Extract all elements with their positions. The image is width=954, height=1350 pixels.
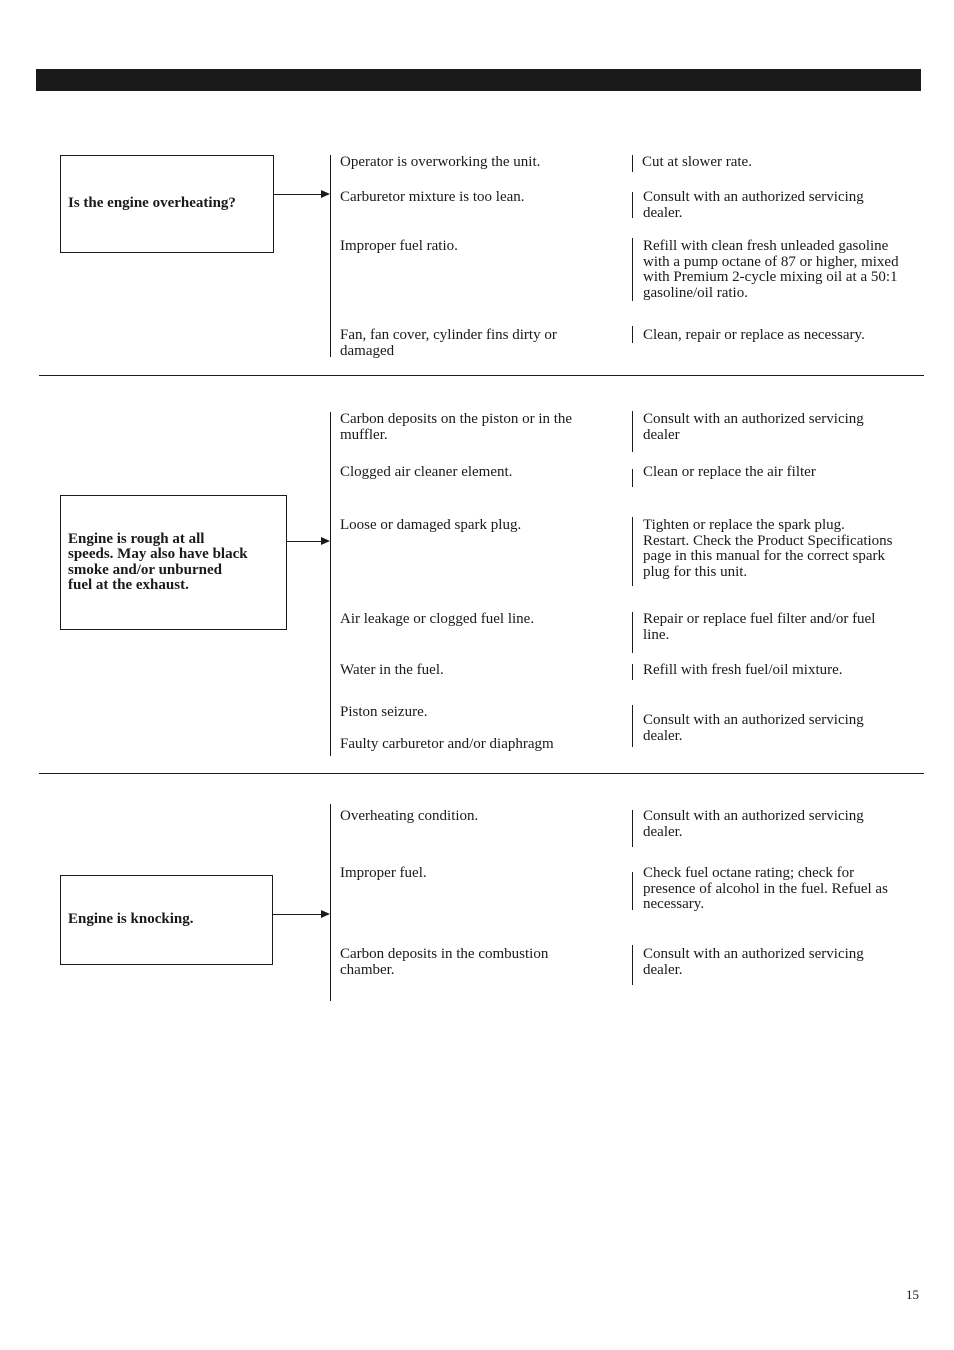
remedy-text: Refill with fresh fuel/oil mixture.	[643, 662, 843, 678]
arrow-line	[274, 194, 322, 195]
problem-box-rough-engine	[60, 495, 287, 630]
remedy-bracket-line	[632, 872, 633, 910]
section-divider	[39, 375, 924, 376]
cause-text: Piston seizure.	[340, 704, 428, 720]
remedy-text: Consult with an authorized servicing dealer.	[643, 808, 864, 840]
cause-text: Operator is overworking the unit.	[340, 154, 541, 170]
cause-text: Carbon deposits on the piston or in the muffler.	[340, 411, 573, 443]
remedy-text: Repair or replace fuel filter and/or fuel line.	[643, 611, 876, 643]
problem-text: Engine is rough at all speeds. May also have black smoke and/or unburned fuel at the exhaust.	[68, 530, 248, 593]
remedy-text: Clean, repair or replace as necessary.	[643, 327, 865, 343]
cause-text: Water in the fuel.	[340, 662, 444, 678]
remedy-bracket-line	[632, 326, 633, 343]
remedy-text: Consult with an authorized servicing dealer.	[643, 189, 864, 221]
arrow-line	[273, 914, 322, 915]
problem-box-overheating	[60, 155, 274, 253]
cause-bracket-line	[330, 155, 331, 357]
section-divider	[39, 773, 924, 774]
arrow-line	[287, 541, 322, 542]
cause-text: Clogged air cleaner element.	[340, 464, 513, 480]
cause-text: Carburetor mixture is too lean.	[340, 189, 525, 205]
cause-text: Fan, fan cover, cylinder fins dirty or damaged	[340, 327, 557, 359]
remedy-bracket-line	[632, 945, 633, 985]
page-number: 15	[906, 1287, 919, 1302]
cause-text: Improper fuel ratio.	[340, 238, 458, 254]
cause-text: Faulty carburetor and/or diaphragm	[340, 736, 554, 752]
remedy-text: Refill with clean fresh unleaded gasoline with a pump octane of 87 or higher, mixed with Premium 2-cycle mixing oil at a 50:1 gasoline/oil ratio.	[643, 238, 899, 301]
remedy-bracket-line	[632, 192, 633, 218]
remedy-text: Consult with an authorized servicing dealer	[643, 411, 864, 443]
remedy-text: Cut at slower rate.	[642, 154, 752, 170]
remedy-bracket-line	[632, 517, 633, 586]
arrow-right-icon	[321, 537, 330, 545]
remedy-bracket-line	[632, 664, 633, 680]
remedy-text: Clean or replace the air filter	[643, 464, 816, 480]
header-bar	[36, 69, 921, 91]
cause-text: Improper fuel.	[340, 865, 427, 881]
cause-text: Loose or damaged spark plug.	[340, 517, 522, 533]
remedy-bracket-line	[632, 469, 633, 487]
remedy-bracket-line	[632, 705, 633, 747]
problem-text: Engine is knocking.	[68, 911, 194, 928]
cause-text: Carbon deposits in the combustion chamber.	[340, 946, 549, 978]
remedy-bracket-line	[632, 238, 633, 301]
remedy-bracket-line	[632, 155, 633, 172]
problem-box-knocking	[60, 875, 273, 965]
problem-text: Is the engine overheating?	[68, 195, 236, 212]
cause-bracket-line	[330, 412, 331, 756]
remedy-text: Check fuel octane rating; check for presence of alcohol in the fuel. Refuel as necessary.	[643, 865, 888, 912]
remedy-bracket-line	[632, 612, 633, 653]
arrow-right-icon	[321, 190, 330, 198]
remedy-text: Consult with an authorized servicing dealer.	[643, 712, 864, 744]
cause-text: Air leakage or clogged fuel line.	[340, 611, 535, 627]
remedy-text: Tighten or replace the spark plug. Restart. Check the Product Specifications page in this manual for the correct spark plug for this unit.	[643, 517, 893, 580]
cause-text: Overheating condition.	[340, 808, 479, 824]
remedy-bracket-line	[632, 810, 633, 847]
remedy-bracket-line	[632, 411, 633, 452]
remedy-text: Consult with an authorized servicing dealer.	[643, 946, 864, 978]
cause-bracket-line	[330, 804, 331, 1001]
arrow-right-icon	[321, 910, 330, 918]
